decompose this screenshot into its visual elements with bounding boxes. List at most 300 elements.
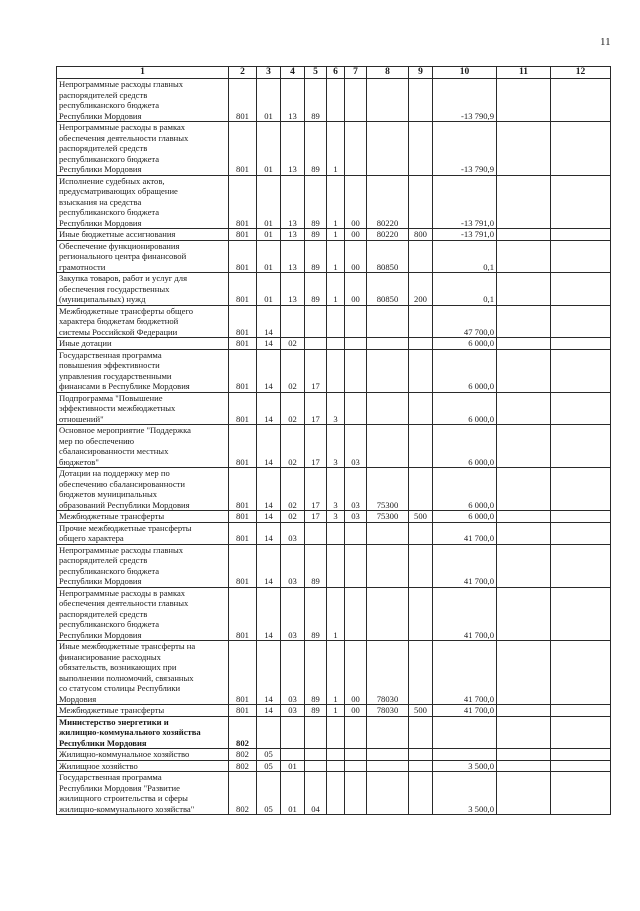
expense-type-cell — [409, 425, 433, 468]
description-line: Непрограммные расходы главных — [59, 544, 184, 555]
table-row — [57, 229, 611, 241]
admin-code-cell: 801 — [229, 338, 257, 350]
table-row — [57, 641, 611, 705]
amount-cell: 47 700,0 — [433, 305, 497, 338]
admin-code-cell: 801 — [229, 511, 257, 523]
direction-code-cell — [367, 392, 409, 425]
subsection-code-cell: 13 — [281, 240, 305, 273]
header-cell: 10 — [433, 67, 497, 79]
description-line: Подпрограмма "Повышение — [59, 392, 163, 403]
subprogram-code-cell — [327, 544, 345, 587]
subsection-code-cell: 02 — [281, 511, 305, 523]
description-line: Закупка товаров, работ и услуг для — [59, 273, 188, 283]
admin-code-cell: 802 — [229, 772, 257, 815]
expense-type-cell — [409, 749, 433, 761]
column-12-cell — [551, 305, 611, 338]
section-code-cell: 14 — [257, 522, 281, 544]
page-number: 11 — [600, 36, 611, 48]
program-code-cell: 17 — [305, 425, 327, 468]
description-line: Республики Мордовия — [59, 629, 142, 640]
description-line: республиканского бюджета — [59, 207, 160, 217]
program-code-cell — [305, 305, 327, 338]
subsection-code-cell: 03 — [281, 522, 305, 544]
amount-cell: -13 790,9 — [433, 79, 497, 122]
column-11-cell — [497, 772, 551, 815]
admin-code-cell: 802 — [229, 716, 257, 749]
subprogram-code-cell — [327, 305, 345, 338]
description-line: Межбюджетные трансферты — [59, 511, 165, 521]
admin-code-cell: 801 — [229, 522, 257, 544]
column-12-cell — [551, 772, 611, 815]
description-line: Республики Мордовия — [59, 164, 142, 174]
direction-code-cell: 80850 — [367, 273, 409, 306]
activity-code-cell: 00 — [345, 229, 367, 241]
direction-code-cell — [367, 338, 409, 350]
column-11-cell — [497, 760, 551, 772]
program-code-cell — [305, 338, 327, 350]
activity-code-cell: 03 — [345, 468, 367, 511]
activity-code-cell — [345, 522, 367, 544]
description-line: жилищно-коммунального хозяйства — [59, 727, 201, 737]
subprogram-code-cell: 1 — [327, 273, 345, 306]
amount-cell: 6 000,0 — [433, 425, 497, 468]
description-line: управления государственными — [59, 370, 172, 381]
admin-code-cell: 801 — [229, 273, 257, 306]
subsection-code-cell: 02 — [281, 425, 305, 468]
row-description — [57, 772, 229, 815]
amount-cell: 3 500,0 — [433, 772, 497, 815]
subprogram-code-cell — [327, 760, 345, 772]
header-cell: 11 — [497, 67, 551, 79]
row-description — [57, 641, 229, 705]
description-line: Непрограммные расходы в рамках — [59, 587, 186, 598]
activity-code-cell — [345, 749, 367, 761]
column-12-cell — [551, 425, 611, 468]
row-description — [57, 392, 229, 425]
row-description — [57, 511, 229, 523]
row-description — [57, 175, 229, 229]
column-12-cell — [551, 175, 611, 229]
section-code-cell: 14 — [257, 641, 281, 705]
program-code-cell: 89 — [305, 79, 327, 122]
table-row — [57, 716, 611, 749]
column-12-cell — [551, 349, 611, 392]
expense-type-cell — [409, 760, 433, 772]
description-line: Прочие межбюджетные трансферты — [59, 522, 192, 533]
program-code-cell — [305, 522, 327, 544]
activity-code-cell — [345, 79, 367, 122]
description-line: Межбюджетные трансферты — [59, 705, 165, 715]
subsection-code-cell: 03 — [281, 641, 305, 705]
description-line: выполнении полномочий, связанных — [59, 672, 194, 683]
description-line: образований Республики Мордовия — [59, 499, 190, 510]
subprogram-code-cell: 1 — [327, 122, 345, 176]
description-line: общего характера — [59, 533, 124, 543]
description-line: распорядителей средств — [59, 555, 148, 565]
amount-cell: 3 500,0 — [433, 760, 497, 772]
expense-type-cell — [409, 349, 433, 392]
direction-code-cell — [367, 79, 409, 122]
table-row — [57, 79, 611, 122]
subprogram-code-cell: 1 — [327, 229, 345, 241]
row-description — [57, 705, 229, 717]
description-line: характера бюджетам бюджетной — [59, 316, 179, 326]
amount-cell: 41 700,0 — [433, 705, 497, 717]
description-line: Иные дотации — [59, 338, 112, 348]
description-line: Государственная программа — [59, 349, 162, 360]
column-11-cell — [497, 240, 551, 273]
expense-type-cell — [409, 240, 433, 273]
program-code-cell — [305, 716, 327, 749]
subprogram-code-cell — [327, 522, 345, 544]
column-12-cell — [551, 79, 611, 122]
activity-code-cell: 00 — [345, 240, 367, 273]
row-description — [57, 544, 229, 587]
admin-code-cell: 801 — [229, 175, 257, 229]
admin-code-cell: 801 — [229, 79, 257, 122]
expense-type-cell: 800 — [409, 229, 433, 241]
admin-code-cell: 801 — [229, 240, 257, 273]
program-code-cell: 89 — [305, 175, 327, 229]
column-11-cell — [497, 338, 551, 350]
header-cell: 7 — [345, 67, 367, 79]
amount-cell: 0,1 — [433, 273, 497, 306]
column-11-cell — [497, 511, 551, 523]
column-12-cell — [551, 716, 611, 749]
section-code-cell: 01 — [257, 79, 281, 122]
activity-code-cell: 00 — [345, 175, 367, 229]
header-cell: 5 — [305, 67, 327, 79]
amount-cell: 41 700,0 — [433, 522, 497, 544]
column-12-cell — [551, 229, 611, 241]
description-line: системы Российской Федерации — [59, 326, 178, 337]
expense-type-cell — [409, 468, 433, 511]
column-11-cell — [497, 122, 551, 176]
table-row — [57, 587, 611, 641]
direction-code-cell — [367, 522, 409, 544]
column-12-cell — [551, 760, 611, 772]
column-11-cell — [497, 522, 551, 544]
column-11-cell — [497, 349, 551, 392]
subprogram-code-cell — [327, 79, 345, 122]
table-row — [57, 544, 611, 587]
description-line: отношений" — [59, 413, 104, 424]
subprogram-code-cell: 1 — [327, 240, 345, 273]
activity-code-cell — [345, 716, 367, 749]
activity-code-cell: 00 — [345, 641, 367, 705]
column-11-cell — [497, 641, 551, 705]
description-line: Непрограммные расходы главных — [59, 79, 184, 89]
subprogram-code-cell: 1 — [327, 705, 345, 717]
section-code-cell: 01 — [257, 175, 281, 229]
amount-cell: 6 000,0 — [433, 392, 497, 425]
row-description — [57, 79, 229, 122]
subsection-code-cell: 01 — [281, 772, 305, 815]
column-11-cell — [497, 229, 551, 241]
admin-code-cell: 801 — [229, 229, 257, 241]
subsection-code-cell: 03 — [281, 544, 305, 587]
activity-code-cell — [345, 305, 367, 338]
subprogram-code-cell: 1 — [327, 175, 345, 229]
program-code-cell: 89 — [305, 587, 327, 641]
row-description — [57, 425, 229, 468]
program-code-cell: 89 — [305, 273, 327, 306]
admin-code-cell: 801 — [229, 544, 257, 587]
description-line: (муниципальных) нужд — [59, 294, 146, 304]
subsection-code-cell — [281, 716, 305, 749]
description-line: обязательств, возникающих при — [59, 662, 177, 672]
subsection-code-cell: 13 — [281, 175, 305, 229]
section-code-cell: 01 — [257, 240, 281, 273]
subsection-code-cell: 02 — [281, 392, 305, 425]
amount-cell — [433, 749, 497, 761]
program-code-cell: 89 — [305, 122, 327, 176]
activity-code-cell: 03 — [345, 511, 367, 523]
description-line: со статусом столицы Республики — [59, 683, 181, 693]
program-code-cell: 17 — [305, 349, 327, 392]
expense-type-cell — [409, 544, 433, 587]
description-line: Дотации на поддержку мер по — [59, 468, 170, 478]
admin-code-cell: 802 — [229, 760, 257, 772]
description-line: Жилищно-коммунальное хозяйство — [59, 749, 190, 759]
amount-cell: 41 700,0 — [433, 641, 497, 705]
table-row — [57, 175, 611, 229]
description-line: обеспечения государственных — [59, 283, 170, 294]
activity-code-cell — [345, 349, 367, 392]
subprogram-code-cell — [327, 749, 345, 761]
description-line: эффективности межбюджетных — [59, 403, 176, 413]
description-line: Мордовия — [59, 693, 97, 704]
description-line: жилищного строительства и сферы — [59, 793, 188, 803]
column-11-cell — [497, 425, 551, 468]
subsection-code-cell: 13 — [281, 122, 305, 176]
direction-code-cell — [367, 544, 409, 587]
direction-code-cell — [367, 772, 409, 815]
subprogram-code-cell: 3 — [327, 392, 345, 425]
column-12-cell — [551, 749, 611, 761]
description-line: финансирование расходных — [59, 651, 161, 662]
program-code-cell: 89 — [305, 229, 327, 241]
amount-cell: -13 791,0 — [433, 229, 497, 241]
description-line: регионального центра финансовой — [59, 251, 187, 261]
program-code-cell: 17 — [305, 392, 327, 425]
amount-cell: -13 790,9 — [433, 122, 497, 176]
direction-code-cell: 80220 — [367, 175, 409, 229]
subsection-code-cell: 03 — [281, 587, 305, 641]
header-cell: 12 — [551, 67, 611, 79]
activity-code-cell — [345, 338, 367, 350]
program-code-cell: 17 — [305, 468, 327, 511]
admin-code-cell: 801 — [229, 468, 257, 511]
expense-type-cell — [409, 587, 433, 641]
direction-code-cell: 78030 — [367, 641, 409, 705]
section-code-cell: 14 — [257, 587, 281, 641]
direction-code-cell: 80220 — [367, 229, 409, 241]
column-11-cell — [497, 305, 551, 338]
description-line: республиканского бюджета — [59, 100, 160, 110]
activity-code-cell: 00 — [345, 273, 367, 306]
table-row — [57, 392, 611, 425]
description-line: распорядителей средств — [59, 143, 148, 153]
column-12-cell — [551, 522, 611, 544]
subprogram-code-cell: 1 — [327, 587, 345, 641]
row-description — [57, 760, 229, 772]
program-code-cell: 17 — [305, 511, 327, 523]
description-line: распорядителей средств — [59, 608, 148, 619]
table-row — [57, 425, 611, 468]
row-description — [57, 305, 229, 338]
activity-code-cell — [345, 587, 367, 641]
column-11-cell — [497, 716, 551, 749]
description-line: республиканского бюджета — [59, 565, 160, 576]
activity-code-cell: 00 — [345, 705, 367, 717]
budget-table — [56, 66, 611, 815]
subsection-code-cell: 03 — [281, 705, 305, 717]
description-line: Республики Мордовия — [59, 737, 147, 748]
table-row — [57, 305, 611, 338]
column-11-cell — [497, 705, 551, 717]
table-row — [57, 349, 611, 392]
section-code-cell: 05 — [257, 760, 281, 772]
direction-code-cell — [367, 349, 409, 392]
admin-code-cell: 801 — [229, 705, 257, 717]
column-12-cell — [551, 511, 611, 523]
table-row — [57, 122, 611, 176]
column-11-cell — [497, 79, 551, 122]
description-line: Республики Мордовия — [59, 217, 142, 228]
subsection-code-cell: 13 — [281, 79, 305, 122]
program-code-cell: 89 — [305, 240, 327, 273]
program-code-cell: 89 — [305, 641, 327, 705]
amount-cell: 6 000,0 — [433, 349, 497, 392]
section-code-cell: 14 — [257, 425, 281, 468]
expense-type-cell — [409, 122, 433, 176]
subsection-code-cell: 13 — [281, 273, 305, 306]
activity-code-cell — [345, 760, 367, 772]
description-line: обеспечения деятельности главных — [59, 132, 189, 143]
table-row — [57, 522, 611, 544]
description-line: взыскания на средства — [59, 196, 142, 207]
section-code-cell: 01 — [257, 122, 281, 176]
section-code-cell: 14 — [257, 305, 281, 338]
admin-code-cell: 801 — [229, 425, 257, 468]
description-line: Министерство энергетики и — [59, 716, 169, 727]
table-row — [57, 468, 611, 511]
subsection-code-cell: 01 — [281, 760, 305, 772]
subprogram-code-cell — [327, 772, 345, 815]
subsection-code-cell — [281, 305, 305, 338]
admin-code-cell: 801 — [229, 392, 257, 425]
description-line: обеспечению сбалансированности — [59, 478, 186, 489]
description-line: бюджетов муниципальных — [59, 489, 158, 499]
column-11-cell — [497, 392, 551, 425]
expense-type-cell: 500 — [409, 511, 433, 523]
column-12-cell — [551, 122, 611, 176]
column-12-cell — [551, 392, 611, 425]
header-cell: 4 — [281, 67, 305, 79]
direction-code-cell: 80850 — [367, 240, 409, 273]
subprogram-code-cell — [327, 716, 345, 749]
amount-cell: 6 000,0 — [433, 511, 497, 523]
description-line: Иные бюджетные ассигнования — [59, 229, 176, 239]
table-row — [57, 749, 611, 761]
row-description — [57, 349, 229, 392]
direction-code-cell — [367, 749, 409, 761]
table-row — [57, 772, 611, 815]
description-line: Республики Мордовия — [59, 576, 142, 586]
description-line: Жилищное хозяйство — [59, 760, 138, 771]
direction-code-cell: 75300 — [367, 511, 409, 523]
header-cell: 9 — [409, 67, 433, 79]
header-cell: 6 — [327, 67, 345, 79]
section-code-cell: 14 — [257, 544, 281, 587]
description-line: сбалансированности местных — [59, 446, 169, 456]
table-row — [57, 273, 611, 306]
subprogram-code-cell — [327, 338, 345, 350]
direction-code-cell — [367, 305, 409, 338]
column-12-cell — [551, 273, 611, 306]
row-description — [57, 522, 229, 544]
header-row — [57, 67, 611, 79]
direction-code-cell — [367, 760, 409, 772]
program-code-cell: 04 — [305, 772, 327, 815]
expense-type-cell — [409, 392, 433, 425]
column-12-cell — [551, 587, 611, 641]
row-description — [57, 468, 229, 511]
subsection-code-cell: 13 — [281, 229, 305, 241]
description-line: обеспечения деятельности главных — [59, 598, 189, 608]
direction-code-cell — [367, 425, 409, 468]
admin-code-cell: 801 — [229, 641, 257, 705]
description-line: предусматривающих обращение — [59, 186, 178, 196]
admin-code-cell: 802 — [229, 749, 257, 761]
description-line: грамотности — [59, 261, 106, 272]
expense-type-cell — [409, 716, 433, 749]
program-code-cell: 89 — [305, 544, 327, 587]
program-code-cell — [305, 749, 327, 761]
budget-table-body — [57, 79, 611, 815]
column-11-cell — [497, 544, 551, 587]
table-row — [57, 760, 611, 772]
description-line: Республики Мордовия "Развитие — [59, 782, 180, 793]
expense-type-cell: 200 — [409, 273, 433, 306]
header-cell: 3 — [257, 67, 281, 79]
section-code-cell: 01 — [257, 229, 281, 241]
header-cell: 8 — [367, 67, 409, 79]
subsection-code-cell: 02 — [281, 349, 305, 392]
subsection-code-cell — [281, 749, 305, 761]
column-12-cell — [551, 468, 611, 511]
row-description — [57, 587, 229, 641]
column-12-cell — [551, 338, 611, 350]
amount-cell: 41 700,0 — [433, 587, 497, 641]
expense-type-cell: 500 — [409, 705, 433, 717]
header-cell: 1 — [57, 67, 229, 79]
expense-type-cell — [409, 772, 433, 815]
direction-code-cell — [367, 587, 409, 641]
direction-code-cell: 75300 — [367, 468, 409, 511]
activity-code-cell — [345, 122, 367, 176]
header-cell: 2 — [229, 67, 257, 79]
direction-code-cell — [367, 122, 409, 176]
section-code-cell: 14 — [257, 338, 281, 350]
description-line: Межбюджетные трансферты общего — [59, 305, 194, 316]
column-11-cell — [497, 468, 551, 511]
expense-type-cell — [409, 641, 433, 705]
amount-cell: 6 000,0 — [433, 338, 497, 350]
column-11-cell — [497, 749, 551, 761]
admin-code-cell: 801 — [229, 122, 257, 176]
